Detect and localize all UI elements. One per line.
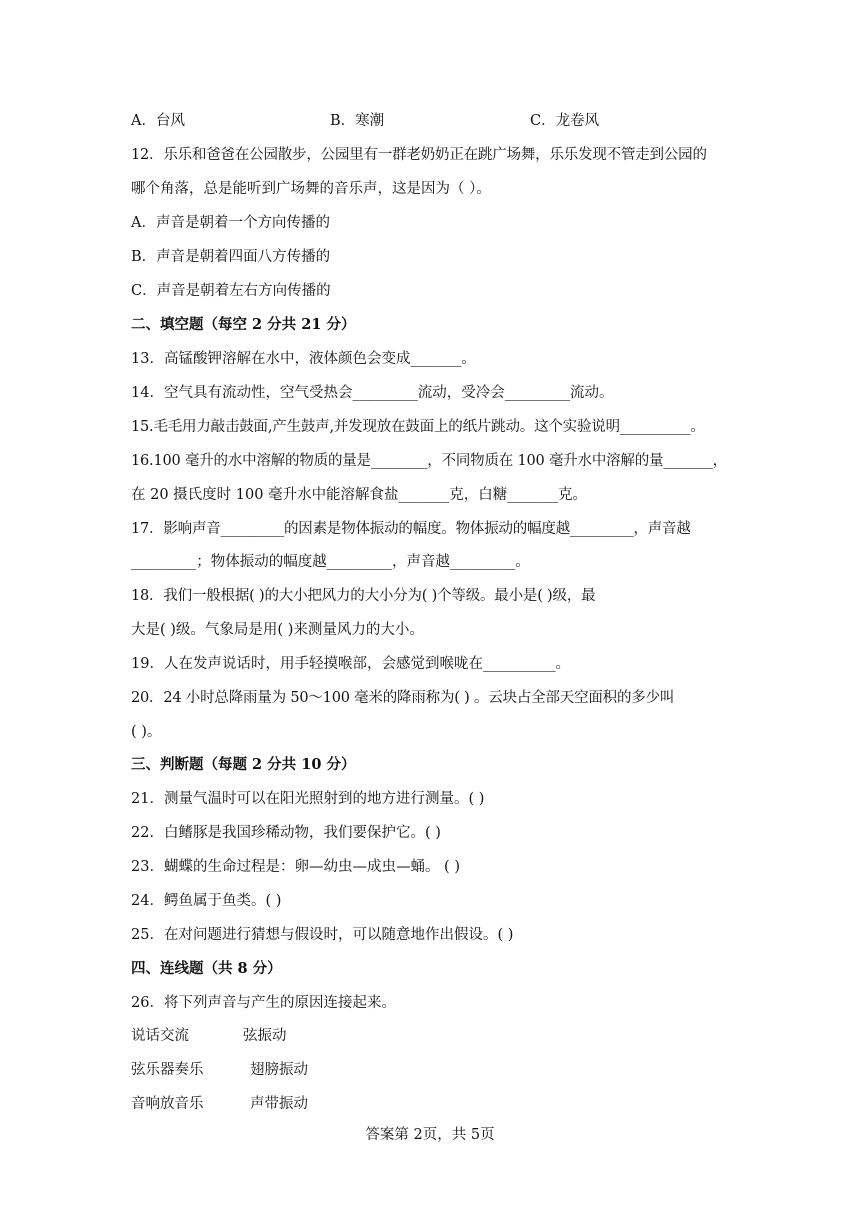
- q11-option-a: A．台风: [131, 113, 185, 129]
- q15: 15.毛毛用力敲击鼓面,产生鼓声,并发现放在鼓面上的纸片跳动。这个实验说明__________。: [131, 419, 705, 435]
- q18-line2: 大是( )级。气象局是用( )来测量风力的大小。: [131, 622, 424, 638]
- q16-line1: 16.100 毫升的水中溶解的物质的量是________，不同物质在 100 毫升水中溶解的量_______，: [131, 453, 727, 469]
- q13: 13．高锰酸钾溶解在水中，液体颜色会变成_______。: [131, 351, 476, 367]
- match-right-item: 翅膀振动: [250, 1062, 308, 1078]
- q22: 22．白鳍豚是我国珍稀动物，我们要保护它。( ): [131, 825, 441, 841]
- match-left-item: 弦乐器奏乐: [131, 1062, 204, 1078]
- q17-line2: _________；物体振动的幅度越_________，声音越_________。: [131, 554, 530, 570]
- match-right-item: 弦振动: [243, 1028, 287, 1044]
- match-left-item: 说话交流: [131, 1028, 189, 1044]
- q17-line1: 17．影响声音_________的因素是物体振动的幅度。物体振动的幅度越_________，声音越: [131, 521, 691, 537]
- q11-option-b: B．寒潮: [330, 113, 385, 129]
- q12-option-a: A．声音是朝着一个方向传播的: [131, 215, 330, 231]
- page-footer: 答案第 2页，共 5页: [365, 1127, 495, 1143]
- q20-line1: 20．24 小时总降雨量为 50～100 毫米的降雨称为( ) 。云块占全部天空面积的多少叫: [131, 690, 675, 706]
- q20-line2: ( )。: [131, 724, 162, 740]
- section-fill-in-title: 二、填空题（每空 2 分共 21 分）: [131, 316, 356, 333]
- match-left-item: 音响放音乐: [131, 1096, 204, 1112]
- q12-stem-line2: 哪个角落，总是能听到广场舞的音乐声，这是因为（ ）。: [131, 181, 491, 197]
- q12-stem-line1: 12．乐乐和爸爸在公园散步，公园里有一群老奶奶正在跳广场舞，乐乐发现不管走到公园的: [131, 147, 707, 163]
- q14: 14．空气具有流动性，空气受热会_________流动，受冷会_________流动。: [131, 385, 614, 401]
- section-matching-title: 四、连线题（共 8 分）: [131, 960, 282, 977]
- q21: 21．测量气温时可以在阳光照射到的地方进行测量。( ): [131, 791, 485, 807]
- match-right-item: 声带振动: [250, 1096, 308, 1112]
- q18-line1: 18．我们一般根据( )的大小把风力的大小分为( )个等级。最小是( )级，最: [131, 588, 596, 604]
- q16-line2: 在 20 摄氏度时 100 毫升水中能溶解食盐_______克，白糖_______克。: [131, 487, 588, 503]
- section-judge-title: 三、判断题（每题 2 分共 10 分）: [131, 756, 356, 773]
- q26: 26．将下列声音与产生的原因连接起来。: [131, 995, 396, 1011]
- q23: 23．蝴蝶的生命过程是：卵—幼虫—成虫—蛹。 ( ): [131, 859, 460, 875]
- q19: 19．人在发声说话时，用手轻摸喉部，会感觉到喉咙在__________。: [131, 656, 570, 672]
- q12-option-b: B．声音是朝着四面八方传播的: [131, 249, 331, 265]
- q24: 24．鳄鱼属于鱼类。( ): [131, 893, 282, 909]
- q12-option-c: C．声音是朝着左右方向传播的: [131, 283, 331, 299]
- q25: 25．在对问题进行猜想与假设时，可以随意地作出假设。( ): [131, 927, 514, 943]
- q11-option-c: C．龙卷风: [530, 113, 600, 129]
